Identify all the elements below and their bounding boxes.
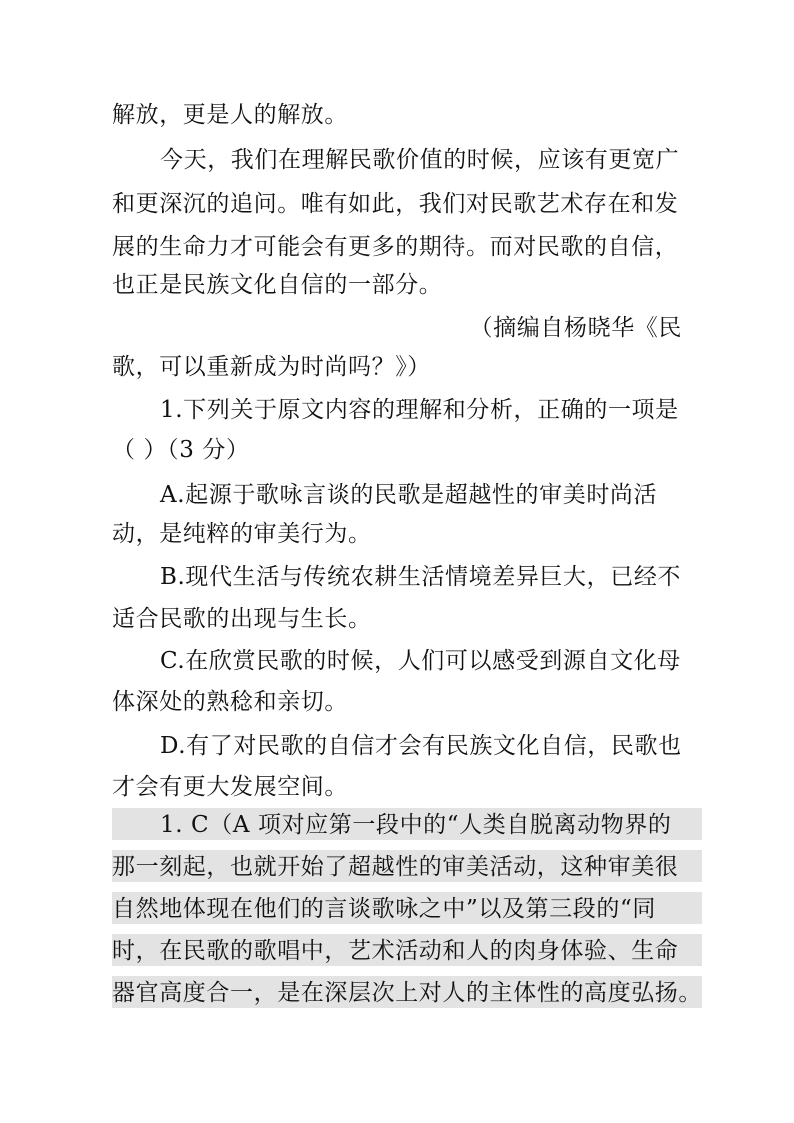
source-citation-2: 歌，可以重新成为时尚吗？》） [112,354,431,380]
source-citation-1: （摘编自杨晓华《民 [469,315,682,341]
option-d-line-1: D.有了对民歌的自信才会有民族文化自信，民歌也 [160,733,682,759]
passage-line-3: 和更深沉的追问。唯有如此，我们对民歌艺术存在和发 [112,191,679,217]
option-c-line-1: C.在欣赏民歌的时候，人们可以感受到源自文化母 [160,648,681,674]
answer-line-1: 1. C（A 项对应第一段中的“人类自脱离动物界的 [160,812,672,838]
question-stem-2: （ ）（3 分） [112,437,250,463]
passage-line-5: 也正是民族文化自信的一部分。 [112,272,443,298]
option-b-line-1: B.现代生活与传统农耕生活情境差异巨大，已经不 [160,564,682,590]
passage-line-2: 今天，我们在理解民歌价值的时候，应该有更宽广 [160,147,680,173]
passage-line-1: 解放，更是人的解放。 [112,102,348,128]
option-a-line-2: 动，是纯粹的审美行为。 [112,521,372,547]
option-a-line-1: A.起源于歌咏言谈的民歌是超越性的审美时尚活 [160,482,658,508]
answer-line-4: 时，在民歌的歌唱中，艺术活动和人的肉身体验、生命 [112,938,679,964]
passage-line-4: 展的生命力才可能会有更多的期待。而对民歌的自信， [112,234,679,260]
question-stem-1: 1.下列关于原文内容的理解和分析，正确的一项是 [160,397,679,423]
answer-line-2: 那一刻起，也就开始了超越性的审美活动，这种审美很 [112,854,679,880]
answer-line-5: 器官高度合一，是在深层次上对人的主体性的高度弘扬。 [112,980,702,1006]
option-d-line-2: 才会有更大发展空间。 [112,774,348,800]
option-c-line-2: 体深处的熟稔和亲切。 [112,689,348,715]
answer-line-3: 自然地体现在他们的言谈歌咏之中”以及第三段的“同 [112,896,656,922]
option-b-line-2: 适合民歌的出现与生长。 [112,606,372,632]
